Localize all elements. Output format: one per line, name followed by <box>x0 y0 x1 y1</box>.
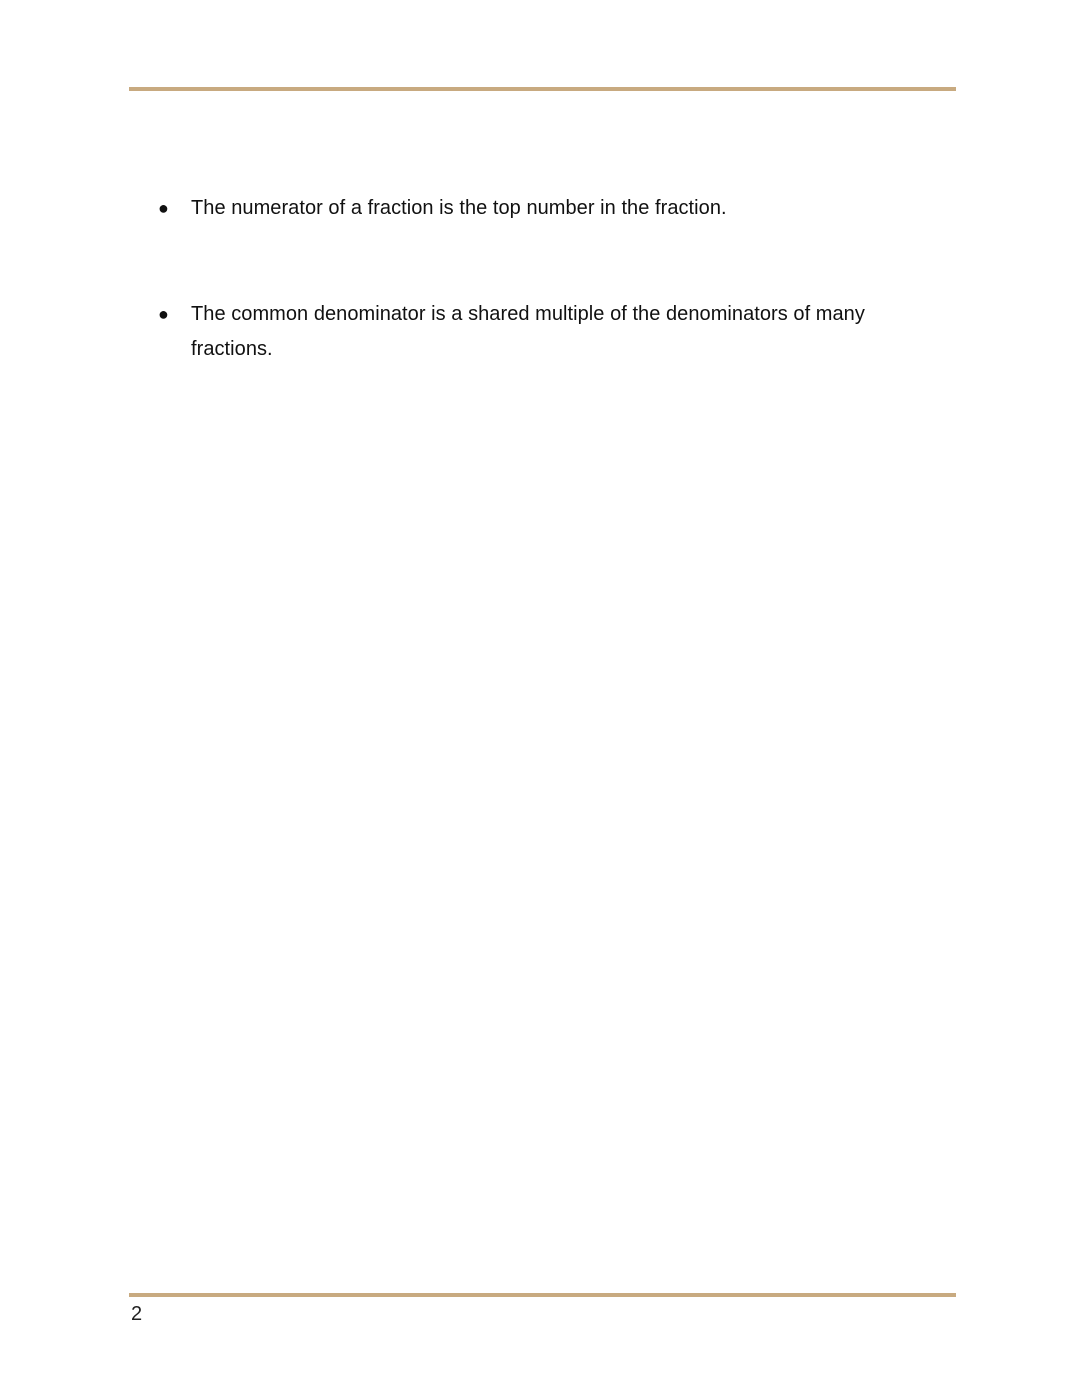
bullet-text: The numerator of a fraction is the top number in the fraction. <box>191 197 727 219</box>
bullet-icon: ● <box>158 304 169 324</box>
page-number: 2 <box>131 1303 143 1325</box>
bullet-text: The common denominator is a shared multiple of the denominators of many fractions. <box>191 303 865 360</box>
header-rule <box>129 87 956 91</box>
bullet-icon: ● <box>158 198 169 218</box>
footer-rule <box>129 1293 956 1297</box>
